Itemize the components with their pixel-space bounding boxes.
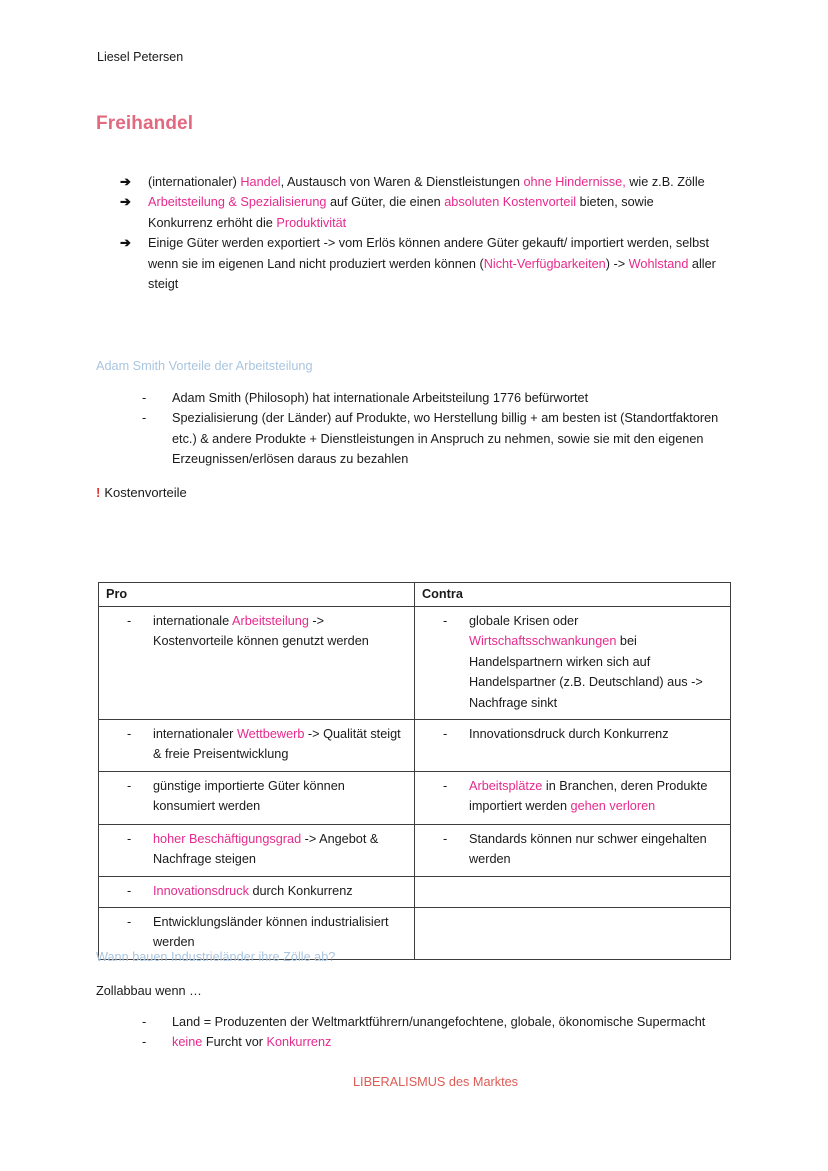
subheading-zoelle: Wann bauen Industrieländer ihre Zölle ab? xyxy=(96,950,336,964)
text-run: keine xyxy=(172,1035,203,1050)
text-run: günstige importierte Güter können konsumiert werden xyxy=(153,778,345,814)
table-cell-contra xyxy=(415,607,731,720)
text-run: bei Handelspartnern wirken sich auf Handelspartner (z.B. Deutschland) aus -> Nachfrage sinkt xyxy=(469,634,703,710)
text-run: auf Güter, die einen xyxy=(326,195,445,210)
kostenvorteile-note-label: Kostenvorteile xyxy=(104,485,187,500)
intro-arrow-list xyxy=(120,172,720,294)
adam-smith-dash-list xyxy=(140,388,740,470)
text-run: -> Angebot & Nachfrage steigen xyxy=(153,831,379,867)
dash-bullet-icon: - xyxy=(142,1015,147,1029)
text-run: -> Kostenvorteile können genutzt werden xyxy=(153,614,369,649)
exclamation-icon: ! xyxy=(96,485,101,500)
text-run: hoher Beschäftigungsgrad xyxy=(153,831,302,846)
dash-bullet-icon: - xyxy=(127,727,132,742)
list-item xyxy=(140,408,740,469)
table-row xyxy=(99,824,731,876)
zollabbau-paragraph: Zollabbau wenn … xyxy=(96,984,202,998)
dash-bullet-icon: - xyxy=(443,614,448,628)
text-run: gehen verloren xyxy=(570,799,656,814)
table-row xyxy=(99,720,731,772)
pro-contra-table xyxy=(98,582,731,960)
list-item-text xyxy=(172,411,718,466)
list-item xyxy=(120,233,720,294)
text-run: Arbeitsplätze xyxy=(469,778,543,793)
text-run: wie z.B. Zölle xyxy=(625,175,705,189)
list-item xyxy=(140,388,740,408)
table-cell-contra xyxy=(415,876,731,907)
text-run: Land = Produzenten der Weltmarktführern/unangefochtene, globale, ökonomische Supermacht xyxy=(172,1015,706,1029)
text-run: Wohlstand xyxy=(628,256,689,271)
text-run: ohne Hindernisse, xyxy=(523,175,626,189)
text-run: aller steigt xyxy=(148,256,716,292)
arrow-bullet-icon: ➔ xyxy=(120,174,131,189)
cell-text xyxy=(469,779,707,813)
list-item-text xyxy=(172,391,588,405)
dash-bullet-icon: - xyxy=(127,915,132,930)
text-run: Innovationsdruck xyxy=(153,883,249,898)
cell-text xyxy=(153,915,389,949)
cell-text xyxy=(469,727,669,741)
cell-text xyxy=(153,779,345,813)
dash-bullet-icon: - xyxy=(127,831,132,846)
text-run: -> Qualität steigt & freie Preisentwicklung xyxy=(153,727,401,762)
cell-content xyxy=(99,772,414,823)
text-run: Produktivität xyxy=(276,215,347,230)
table-head xyxy=(99,583,731,607)
text-run: Standards können nur schwer eingehalten werden xyxy=(469,831,707,867)
table-cell-contra xyxy=(415,771,731,824)
zollabbau-dash-list xyxy=(140,1012,740,1053)
dash-bullet-icon: - xyxy=(127,883,132,898)
cell-content xyxy=(415,877,730,907)
text-run: absoluten Kostenvorteil xyxy=(444,195,577,210)
text-run: Einige Güter werden exportiert -> vom Erlös können andere Güter gekauft/ importiert werden, selbst wenn sie im eigenen Land nicht produziert werden können ( xyxy=(148,236,709,271)
text-run: Nicht-Verfügbarkeiten xyxy=(483,256,606,271)
table-row xyxy=(99,771,731,824)
cell-content xyxy=(415,607,730,719)
cell-content xyxy=(99,877,414,907)
text-run: Entwicklungsländer können industrialisiert werden xyxy=(153,915,389,950)
dash-bullet-icon: - xyxy=(127,778,132,793)
text-run: Adam Smith (Philosoph) hat internationale Arbeitsteilung 1776 befürwortet xyxy=(172,391,589,405)
list-item-text xyxy=(172,1035,331,1049)
text-run: internationale xyxy=(153,614,233,628)
column-header-contra: Contra xyxy=(415,583,731,607)
subheading-adam-smith: Adam Smith Vorteile der Arbeitsteilung xyxy=(96,359,313,373)
column-header-pro: Pro xyxy=(99,583,415,607)
kostenvorteile-note xyxy=(96,483,187,503)
text-run: Arbeitsteilung & Spezialisierung xyxy=(148,195,327,210)
text-run: Arbeitsteilung xyxy=(232,614,309,628)
text-run: ) -> xyxy=(605,256,629,271)
table-row xyxy=(99,876,731,907)
text-run: Innovationsdruck durch Konkurrenz xyxy=(469,727,669,742)
page-title: Freihandel xyxy=(96,112,194,134)
cell-content xyxy=(99,720,414,771)
table-body xyxy=(99,607,731,960)
table-cell-pro xyxy=(99,824,415,876)
cell-text xyxy=(153,832,378,866)
text-run: in Branchen, deren Produkte importiert werden xyxy=(469,778,708,814)
list-item xyxy=(140,1032,740,1052)
cell-text xyxy=(469,614,703,710)
list-item xyxy=(140,1012,740,1032)
cell-content xyxy=(99,825,414,876)
cell-content xyxy=(415,825,730,876)
text-run: durch Konkurrenz xyxy=(248,883,353,898)
dash-bullet-icon: - xyxy=(142,391,147,405)
table-cell-pro xyxy=(99,607,415,720)
table-cell-contra xyxy=(415,908,731,960)
text-run: Furcht vor xyxy=(202,1035,267,1050)
cell-text xyxy=(469,832,707,866)
cell-text xyxy=(153,727,401,761)
text-run: bieten, sowie Konkurrenz erhöht die xyxy=(148,195,654,230)
cell-content xyxy=(99,607,414,658)
list-item-text xyxy=(172,1015,705,1029)
list-item-text xyxy=(148,236,716,291)
text-run: Konkurrenz xyxy=(266,1035,332,1050)
arrow-bullet-icon: ➔ xyxy=(120,194,131,210)
cell-content xyxy=(415,908,730,938)
table-cell-pro xyxy=(99,720,415,772)
closing-statement: LIBERALISMUS des Marktes xyxy=(353,1075,518,1089)
text-run: (internationaler) xyxy=(148,175,241,189)
cell-content xyxy=(415,772,730,823)
text-run: Wirtschaftsschwankungen xyxy=(469,634,617,649)
cell-content xyxy=(415,720,730,750)
dash-bullet-icon: - xyxy=(443,778,448,793)
list-item-text xyxy=(148,195,654,229)
arrow-bullet-icon: ➔ xyxy=(120,235,131,251)
text-run: globale Krisen oder xyxy=(469,614,579,628)
table-header-row xyxy=(99,583,731,607)
text-run: Handel xyxy=(240,175,281,189)
cell-text xyxy=(153,614,369,648)
dash-bullet-icon: - xyxy=(142,411,147,426)
cell-text xyxy=(153,884,353,898)
table-cell-contra xyxy=(415,824,731,876)
dash-bullet-icon: - xyxy=(142,1035,147,1050)
text-run: Wettbewerb xyxy=(236,727,305,742)
table-cell-pro xyxy=(99,771,415,824)
dash-bullet-icon: - xyxy=(127,614,132,628)
author-name: Liesel Petersen xyxy=(97,50,184,64)
table-row xyxy=(99,607,731,720)
table-cell-contra xyxy=(415,720,731,772)
text-run: internationaler xyxy=(153,727,237,742)
list-item xyxy=(120,192,720,233)
dash-bullet-icon: - xyxy=(443,727,448,742)
list-item-text xyxy=(148,175,705,189)
dash-bullet-icon: - xyxy=(443,831,448,846)
list-item xyxy=(120,172,720,192)
text-run: , Austausch von Waren & Dienstleistungen xyxy=(280,175,524,189)
text-run: Spezialisierung (der Länder) auf Produkte, wo Herstellung billig + am besten ist (Standortfaktoren etc.) & andere Produkte + Dienstleistungen in Anspruch zu nehmen, sowie sie mit den eigenen Erzeugnissen/erlösen daraus zu bezahlen xyxy=(172,411,719,467)
table-cell-pro xyxy=(99,876,415,907)
